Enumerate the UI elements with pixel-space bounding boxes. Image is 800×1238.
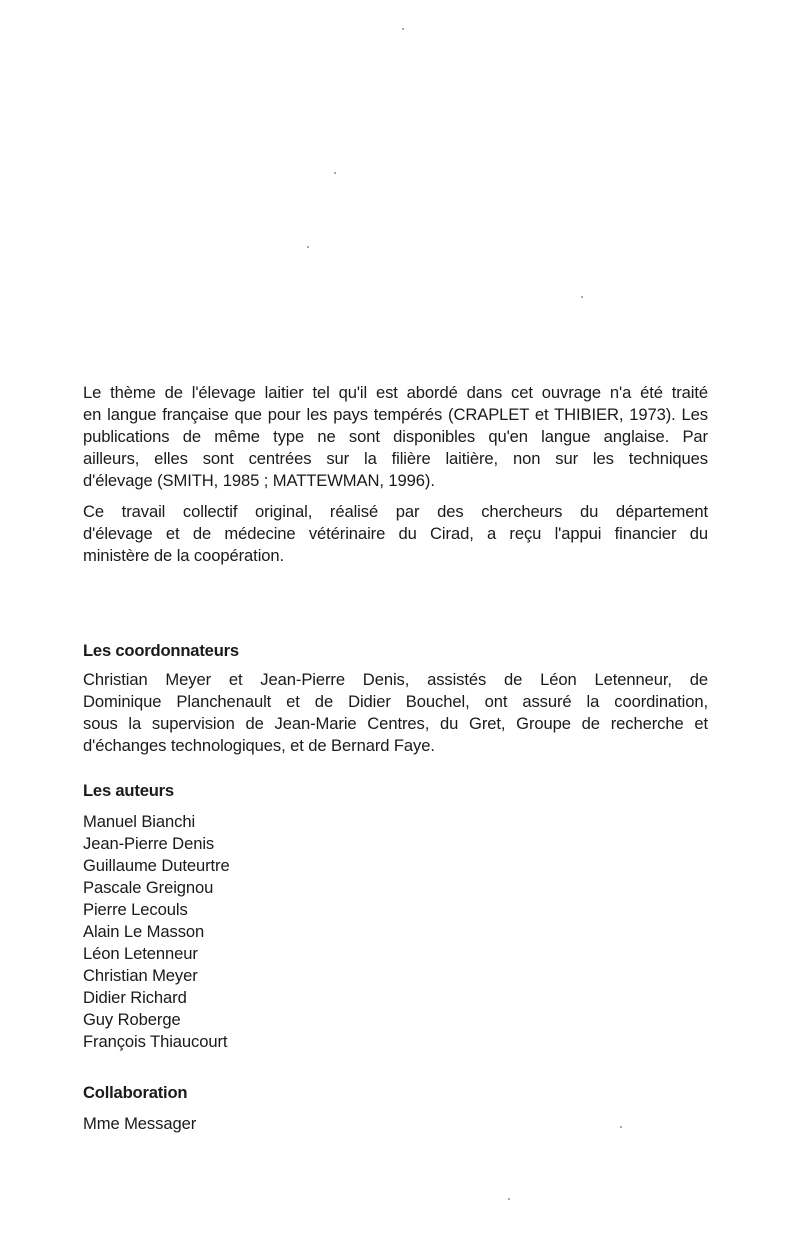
author-name: Jean-Pierre Denis xyxy=(83,834,215,853)
text-line: d'échanges technologiques, et de Bernard Faye. xyxy=(83,736,435,755)
text-line: d'élevage et de médecine vétérinaire du Cirad, a reçu l'appui financier du xyxy=(83,524,708,543)
text-line: en langue française que pour les pays tempérés (CRAPLET et THIBIER, 1973). Les xyxy=(83,405,708,424)
author-name: François Thiaucourt xyxy=(83,1032,228,1051)
intro-paragraph-2 xyxy=(83,501,708,567)
author-name: Léon Letenneur xyxy=(83,944,198,963)
authors-list xyxy=(83,811,708,1053)
author-name: Manuel Bianchi xyxy=(83,812,196,831)
text-line: Christian Meyer et Jean-Pierre Denis, assistés de Léon Letenneur, de xyxy=(83,670,708,689)
collaborator-name: Mme Messager xyxy=(83,1114,197,1133)
author-name: Pascale Greignou xyxy=(83,878,214,897)
author-name: Pierre Lecouls xyxy=(83,900,188,919)
text-line: Ce travail collectif original, réalisé par des chercheurs du département xyxy=(83,502,708,521)
text-line: Dominique Planchenault et de Didier Bouchel, ont assuré la coordination, xyxy=(83,692,708,711)
authors-heading: Les auteurs xyxy=(83,781,174,800)
collaboration-heading: Collaboration xyxy=(83,1083,188,1102)
intro-paragraph-1 xyxy=(83,382,708,492)
author-name: Christian Meyer xyxy=(83,966,198,985)
text-line: publications de même type ne sont disponibles qu'en langue anglaise. Par xyxy=(83,427,708,446)
author-name: Didier Richard xyxy=(83,988,187,1007)
text-line: Le thème de l'élevage laitier tel qu'il est abordé dans cet ouvrage n'a été traité xyxy=(83,383,708,402)
text-line: d'élevage (SMITH, 1985 ; MATTEWMAN, 1996). xyxy=(83,471,435,490)
author-name: Guy Roberge xyxy=(83,1010,181,1029)
author-name: Guillaume Duteurtre xyxy=(83,856,230,875)
coordinators-text xyxy=(83,669,708,757)
collaboration-list xyxy=(83,1113,708,1135)
author-name: Alain Le Masson xyxy=(83,922,205,941)
text-line: ministère de la coopération. xyxy=(83,546,285,565)
text-line: sous la supervision de Jean-Marie Centres, du Gret, Groupe de recherche et xyxy=(83,714,708,733)
coordinators-heading: Les coordonnateurs xyxy=(83,641,239,660)
text-line: ailleurs, elles sont centrées sur la filière laitière, non sur les techniques xyxy=(83,449,708,468)
